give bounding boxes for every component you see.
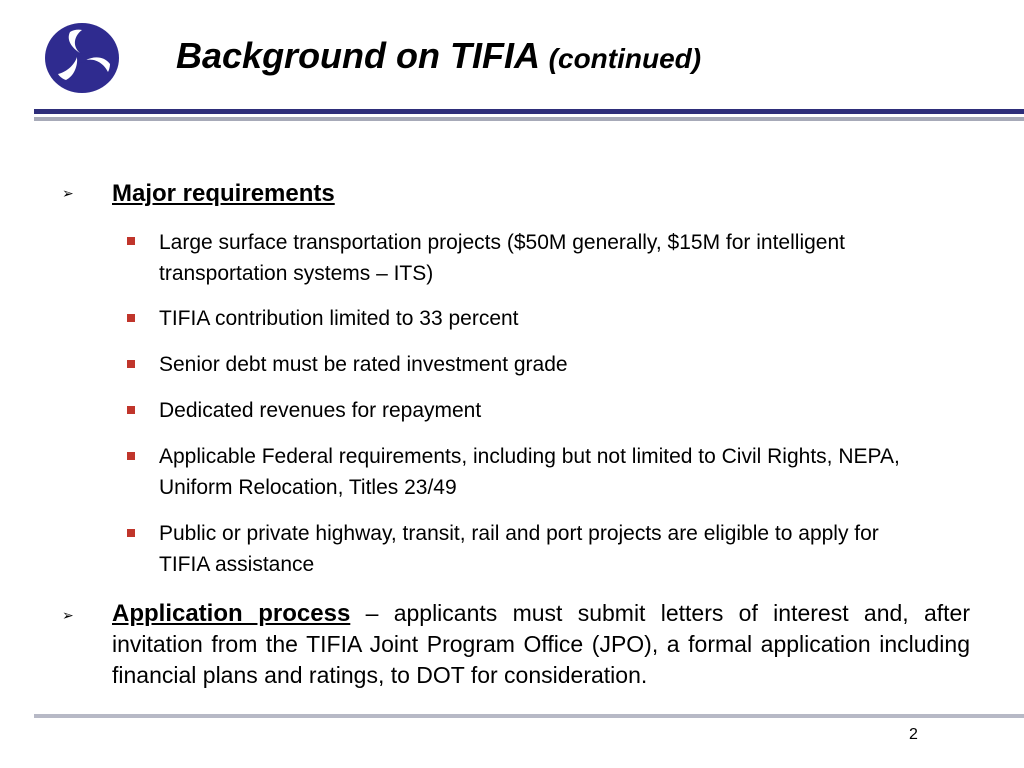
section-major-requirements <box>112 178 335 209</box>
section-heading: Major requirements <box>112 180 335 207</box>
list-item: Dedicated revenues for repayment <box>159 399 482 422</box>
square-bullet-icon <box>127 529 135 537</box>
square-bullet-icon <box>127 237 135 245</box>
list-item: Senior debt must be rated investment grade <box>159 353 568 376</box>
list-item: Large surface transportation projects ($50M generally, $15M for intelligent transportation systems – ITS) <box>159 231 845 285</box>
header-rule-light <box>34 117 1024 121</box>
square-bullet-icon <box>127 360 135 368</box>
dot-logo-icon <box>44 22 120 94</box>
square-bullet-icon <box>127 314 135 322</box>
header-rule-dark <box>34 109 1024 114</box>
section-heading: Application process <box>112 600 351 627</box>
footer-rule <box>34 714 1024 718</box>
arrowhead-bullet-icon: ➢ <box>62 185 74 201</box>
section-application-process <box>112 598 970 691</box>
list-item: Applicable Federal requirements, including but not limited to Civil Rights, NEPA, Uniform Relocation, Titles 23/49 <box>159 445 900 499</box>
title-main: Background on TIFIA <box>176 35 539 76</box>
list-item: Public or private highway, transit, rail and port projects are eligible to apply for TIFIA assistance <box>159 522 879 576</box>
section-body: – applicants must submit letters of interest and, after invitation from the TIFIA Joint Program Office (JPO), a formal application including financial plans and ratings, to DOT for consideration. <box>112 600 970 688</box>
slide-title <box>176 34 701 81</box>
page-number: 2 <box>909 726 918 743</box>
square-bullet-icon <box>127 406 135 414</box>
square-bullet-icon <box>127 452 135 460</box>
title-sub: (continued) <box>548 43 702 74</box>
list-item: TIFIA contribution limited to 33 percent <box>159 307 519 330</box>
arrowhead-bullet-icon: ➢ <box>62 607 74 623</box>
